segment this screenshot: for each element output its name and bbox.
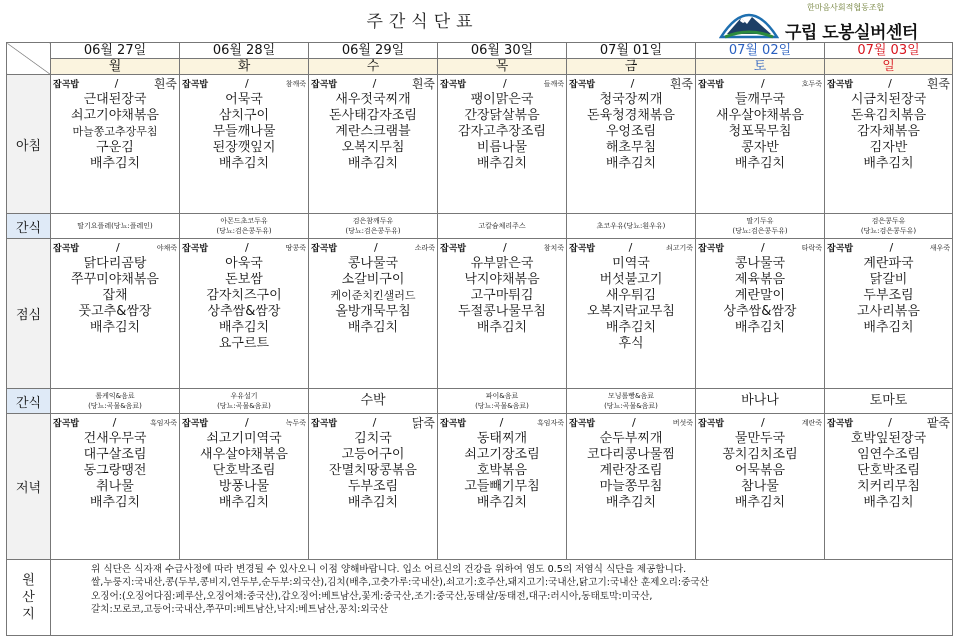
dish-item: 간장닭살볶음 xyxy=(464,108,540,123)
dish-item: 배추김치 xyxy=(89,320,141,335)
porridge-label: 참깨죽 xyxy=(285,79,306,88)
rice-porridge-line xyxy=(440,414,564,431)
dish-item: 감자치즈구이 xyxy=(206,288,282,303)
snack-cell xyxy=(825,389,953,414)
dish-item: 새우살야채볶음 xyxy=(716,108,804,123)
rice-porridge-line xyxy=(440,75,564,92)
meal-cell xyxy=(696,414,825,560)
meal-cell xyxy=(696,75,825,214)
dish-item: 배추김치 xyxy=(476,156,528,171)
meal-cell xyxy=(438,75,567,214)
porridge-label: 땅콩죽 xyxy=(285,243,306,252)
rice-porridge-line xyxy=(827,75,950,92)
rice-label: 잡곡밥 xyxy=(53,80,80,90)
dish-item: 닭다리곰탕 xyxy=(83,256,147,271)
rice-label: 잡곡밥 xyxy=(569,419,596,429)
porridge-label: 들깨죽 xyxy=(543,79,564,88)
snack-item: 초코우유(당뇨:흰우유) xyxy=(596,222,666,230)
dish-item: 건새우무국 xyxy=(83,431,147,446)
porridge-label: 타락죽 xyxy=(801,243,822,252)
meal-cell xyxy=(309,75,438,214)
separator: / xyxy=(889,241,894,254)
rice-label: 잡곡밥 xyxy=(440,419,467,429)
porridge-label: 흰죽 xyxy=(926,77,950,91)
snack-cell xyxy=(438,389,567,414)
dish-item: 배추김치 xyxy=(476,495,528,510)
snack-cell xyxy=(309,214,438,239)
dish-item: 계란말이 xyxy=(734,288,786,303)
weekday-cell: 금 xyxy=(567,59,696,75)
rice-label: 잡곡밥 xyxy=(311,244,338,254)
snack-item: (당뇨:곡물&음료) xyxy=(217,402,271,410)
dish-item: 김치국 xyxy=(354,431,392,446)
separator: / xyxy=(245,77,249,90)
dish-item: 배추김치 xyxy=(347,156,399,171)
snack-item: 토마토 xyxy=(869,393,908,408)
dish-item: 계란스크램블 xyxy=(335,124,411,139)
dish-item: 꽁치김치조림 xyxy=(722,447,798,462)
dish-item: 요구르트 xyxy=(218,336,270,351)
rice-porridge-line xyxy=(182,239,306,256)
rice-label: 잡곡밥 xyxy=(440,80,467,90)
mountain-logo-icon xyxy=(719,1,779,41)
weekday-row xyxy=(7,59,953,75)
meal-cell xyxy=(309,414,438,560)
dish-item: 배추김치 xyxy=(347,495,399,510)
row-label-snack: 간식 xyxy=(7,389,51,414)
separator: / xyxy=(888,416,892,429)
dish-item: 쇠고기미역국 xyxy=(206,431,282,446)
separator: / xyxy=(116,241,120,254)
rice-porridge-line xyxy=(182,75,306,92)
dish-item: 참나물 xyxy=(741,479,779,494)
separator: / xyxy=(114,77,119,90)
dish-item: 배추김치 xyxy=(347,320,399,335)
dish-item: 콩나물국 xyxy=(734,256,786,271)
org-name: 구립 도봉실버센터 xyxy=(785,23,918,43)
weekday-cell: 월 xyxy=(51,59,180,75)
rice-label: 잡곡밥 xyxy=(569,244,596,254)
dish-item: 쇠고기장조림 xyxy=(464,447,540,462)
dish-item: 호박잎된장국 xyxy=(850,431,927,446)
row-label-snack: 간식 xyxy=(7,214,51,239)
snack-item: (당뇨:곡물&음료) xyxy=(604,402,658,410)
dish-item: 새우튀김 xyxy=(605,288,657,303)
dish-item: 상추쌈&쌈장 xyxy=(207,304,281,319)
separator: / xyxy=(628,241,633,254)
porridge-label: 흰죽 xyxy=(153,77,177,91)
snack-cell xyxy=(696,389,825,414)
dish-item: 두절콩나물무침 xyxy=(458,304,546,319)
separator: / xyxy=(499,416,504,429)
rice-label: 잡곡밥 xyxy=(698,80,725,90)
separator: / xyxy=(503,77,507,90)
dish-item: 두부조림 xyxy=(347,479,399,494)
meal-cell xyxy=(567,75,696,214)
dish-item: 된장깻잎지 xyxy=(212,140,276,155)
porridge-label: 흑임자죽 xyxy=(149,418,177,427)
meal-cell xyxy=(567,414,696,560)
dish-item: 해초무침 xyxy=(605,140,657,155)
snack-item: 수박 xyxy=(360,393,386,408)
notes-label-char: 원산지 xyxy=(22,573,35,622)
dish-item: 닭갈비 xyxy=(869,272,908,287)
dish-item: 무들깨나물 xyxy=(212,124,276,139)
dish-item: 배추김치 xyxy=(476,320,528,335)
weekday-cell: 목 xyxy=(438,59,567,75)
snack-am-row xyxy=(7,214,953,239)
porridge-label: 팥죽 xyxy=(926,416,950,430)
porridge-label: 계란죽 xyxy=(801,418,822,427)
page-title: 주간식단표 xyxy=(366,12,479,32)
dish-item: 쇠고기야채볶음 xyxy=(71,108,159,123)
notes-line: 위 식단은 식자재 수급사정에 따라 변경될 수 있사오니 이점 양해바랍니다. 입소 어르신의 건강을 위하여 염도 0.5의 저염식 식단을 제공합니다. xyxy=(91,564,687,575)
dish-item: 김자반 xyxy=(869,140,908,155)
separator: / xyxy=(632,416,636,429)
snack-cell xyxy=(825,214,953,239)
notes-line: 갈치:모로코,고등어:국내산,쭈꾸미:베트남산,낙지:베트남산,꽁치:외국산 xyxy=(91,604,389,616)
rice-porridge-line xyxy=(827,239,950,256)
porridge-label: 녹두죽 xyxy=(285,418,306,427)
dish-item: 배추김치 xyxy=(863,156,914,171)
corner-cell xyxy=(7,43,51,75)
dish-item: 콩나물국 xyxy=(347,256,399,271)
dish-item: 감자고추장조림 xyxy=(458,124,546,139)
dish-item: 고구마튀김 xyxy=(470,288,534,303)
row-label-breakfast: 아침 xyxy=(7,75,51,214)
org-subtitle: 한마음사회적협동조합 xyxy=(807,3,885,12)
dish-item: 오복지무침 xyxy=(341,140,405,155)
dish-item: 배추김치 xyxy=(734,320,786,335)
meal-cell xyxy=(51,414,180,560)
separator: / xyxy=(372,77,377,90)
separator: / xyxy=(245,241,249,254)
dish-item: 대구살조림 xyxy=(83,447,147,462)
dish-item: 제육볶음 xyxy=(734,272,786,287)
porridge-label: 흰죽 xyxy=(669,77,693,91)
dish-item: 배추김치 xyxy=(89,495,141,510)
dish-item: 쭈꾸미야채볶음 xyxy=(71,272,159,287)
row-label-dinner: 저녁 xyxy=(7,414,51,560)
porridge-label: 버섯죽 xyxy=(672,418,693,427)
dish-item: 물만두국 xyxy=(734,431,786,446)
snack-cell xyxy=(51,389,180,414)
rice-label: 잡곡밥 xyxy=(182,419,209,429)
separator: / xyxy=(761,241,765,254)
row-label-notes xyxy=(7,560,51,636)
date-cell: 06월 27일 xyxy=(51,43,180,59)
weekday-cell: 수 xyxy=(309,59,438,75)
snack-cell xyxy=(309,389,438,414)
rice-label: 잡곡밥 xyxy=(569,80,596,90)
meal-cell xyxy=(180,75,309,214)
dish-item: 고들빼기무침 xyxy=(464,479,540,494)
porridge-label: 흑임자죽 xyxy=(536,418,564,427)
dish-item: 낙지야채볶음 xyxy=(464,272,540,287)
snack-item: (당뇨:검은콩두유) xyxy=(732,227,788,235)
dish-item: 마늘쫑고추장무침 xyxy=(72,125,158,138)
snack-item: 딸기두유 xyxy=(746,217,774,225)
snack-cell xyxy=(438,214,567,239)
snack-item: 딸기요플레(당뇨:플레인) xyxy=(77,222,153,230)
rice-label: 잡곡밥 xyxy=(827,419,854,429)
meal-cell xyxy=(309,239,438,389)
org-logo xyxy=(719,0,960,42)
snack-item: (당뇨:검은콩두유) xyxy=(860,227,917,235)
porridge-label: 흰죽 xyxy=(411,77,435,91)
dish-item: 배추김치 xyxy=(734,495,786,510)
rice-porridge-line xyxy=(698,239,822,256)
dish-item: 단호박조림 xyxy=(212,463,276,478)
meal-cell xyxy=(825,414,953,560)
dish-item: 배추김치 xyxy=(605,495,657,510)
separator: / xyxy=(503,241,507,254)
porridge-label: 쇠고기죽 xyxy=(665,243,693,252)
meal-cell xyxy=(180,239,309,389)
dish-item: 오복지락교무침 xyxy=(587,304,675,319)
rice-label: 잡곡밥 xyxy=(53,419,80,429)
date-row xyxy=(7,43,953,59)
dish-item: 새우살야채볶음 xyxy=(200,447,288,462)
dish-item: 돈육김치볶음 xyxy=(850,108,927,123)
rice-label: 잡곡밥 xyxy=(182,244,209,254)
weekly-menu-table xyxy=(6,42,953,636)
dish-item: 우엉조림 xyxy=(605,124,657,139)
dish-item: 잔멸치땅콩볶음 xyxy=(329,463,417,478)
rice-porridge-line xyxy=(311,414,435,431)
snack-item: 파이&음료 xyxy=(485,392,519,400)
dish-item: 호박볶음 xyxy=(476,463,528,478)
dish-item: 잡채 xyxy=(102,288,128,303)
rice-label: 잡곡밥 xyxy=(698,244,725,254)
dish-item: 고사리볶음 xyxy=(857,304,920,319)
separator: / xyxy=(112,416,117,429)
dish-item: 배추김치 xyxy=(89,156,141,171)
dish-item: 상추쌈&쌈장 xyxy=(723,304,797,319)
dish-item: 돈사태감자조림 xyxy=(329,108,417,123)
snack-item: 아몬드초코두유 xyxy=(220,217,268,225)
dish-item: 배추김치 xyxy=(218,495,270,510)
breakfast-row xyxy=(7,75,953,214)
notes-cell xyxy=(51,560,953,636)
rice-label: 잡곡밥 xyxy=(311,80,338,90)
rice-porridge-line xyxy=(698,414,822,431)
snack-cell xyxy=(567,214,696,239)
dish-item: 배추김치 xyxy=(218,156,270,171)
dish-item: 동그랑땡전 xyxy=(83,463,147,478)
dish-item: 계란파국 xyxy=(863,256,914,271)
dish-item: 구운김 xyxy=(96,140,134,155)
rice-porridge-line xyxy=(182,414,306,431)
porridge-label: 야채죽 xyxy=(156,243,177,252)
separator: / xyxy=(245,416,249,429)
notes-line: 쌀,누룽지:국내산,콩(두부,콩비지,연두부,순두부:외국산),김치(배추,고춧가루:국내산),쇠고기:호주산,돼지고기:국내산,닭고기:국내산 훈제오리:중국산 xyxy=(91,577,709,589)
snack-pm-row xyxy=(7,389,953,414)
date-cell: 06월 29일 xyxy=(309,43,438,59)
snack-item: 고칼슘체리주스 xyxy=(478,222,526,230)
porridge-label: 호두죽 xyxy=(801,79,822,88)
weekday-cell: 일 xyxy=(825,59,953,75)
dish-item: 취나물 xyxy=(96,479,134,494)
dish-item: 팽이맑은국 xyxy=(470,92,534,107)
dish-item: 감자채볶음 xyxy=(857,124,920,139)
separator: / xyxy=(630,77,635,90)
separator: / xyxy=(761,77,765,90)
rice-porridge-line xyxy=(311,75,435,92)
rice-porridge-line xyxy=(53,239,177,256)
meal-cell xyxy=(180,414,309,560)
meal-cell xyxy=(696,239,825,389)
snack-cell xyxy=(696,214,825,239)
meal-cell xyxy=(438,414,567,560)
rice-label: 잡곡밥 xyxy=(827,244,854,254)
meal-cell xyxy=(51,239,180,389)
dish-item: 계란장조림 xyxy=(599,463,663,478)
dish-item: 배추김치 xyxy=(218,320,270,335)
dish-item: 마늘쫑무침 xyxy=(599,479,663,494)
dish-item: 케이준치킨샐러드 xyxy=(330,289,416,302)
date-cell: 07월 01일 xyxy=(567,43,696,59)
dish-item: 배추김치 xyxy=(863,320,914,335)
rice-label: 잡곡밥 xyxy=(53,244,80,254)
rice-porridge-line xyxy=(569,239,693,256)
snack-item: 우유설기 xyxy=(230,392,258,400)
dish-item: 청국장찌개 xyxy=(599,92,663,107)
dish-item: 배추김치 xyxy=(863,495,914,510)
dish-item: 후식 xyxy=(618,336,644,351)
rice-label: 잡곡밥 xyxy=(311,419,338,429)
dish-item: 근대된장국 xyxy=(83,92,147,107)
dish-item: 고등어구이 xyxy=(341,447,405,462)
rice-label: 잡곡밥 xyxy=(440,244,467,254)
rice-porridge-line xyxy=(311,239,435,256)
rice-label: 잡곡밥 xyxy=(827,80,854,90)
dish-item: 콩자반 xyxy=(741,140,779,155)
snack-item: (당뇨:검은콩두유) xyxy=(216,227,272,235)
separator: / xyxy=(761,416,765,429)
dish-item: 삼치구이 xyxy=(218,108,270,123)
snack-item: 롤케익&음료 xyxy=(95,392,135,400)
rice-porridge-line xyxy=(53,414,177,431)
snack-item: 검은콩두유 xyxy=(871,217,906,225)
rice-porridge-line xyxy=(569,414,693,431)
dish-item: 어묵볶음 xyxy=(734,463,786,478)
dish-item: 새우젓국찌개 xyxy=(335,92,411,107)
meal-cell xyxy=(438,239,567,389)
rice-label: 잡곡밥 xyxy=(182,80,209,90)
separator: / xyxy=(888,77,892,90)
snack-item: (당뇨:곡물&음료) xyxy=(475,402,529,410)
dish-item: 소갈비구이 xyxy=(341,272,405,287)
dish-item: 청포묵무침 xyxy=(728,124,792,139)
rice-porridge-line xyxy=(698,75,822,92)
meal-cell xyxy=(825,239,953,389)
dish-item: 코다리콩나물찜 xyxy=(587,447,675,462)
separator: / xyxy=(374,241,378,254)
porridge-label: 새우죽 xyxy=(929,243,950,252)
porridge-label: 닭죽 xyxy=(411,416,435,430)
snack-cell xyxy=(51,214,180,239)
meal-cell xyxy=(825,75,953,214)
rice-porridge-line xyxy=(569,75,693,92)
dish-item: 방풍나물 xyxy=(218,479,270,494)
porridge-label: 참치죽 xyxy=(543,243,564,252)
dish-item: 치커리무침 xyxy=(857,479,920,494)
dish-item: 올방개묵무침 xyxy=(335,304,411,319)
dish-item: 비름나물 xyxy=(476,140,528,155)
dinner-row xyxy=(7,414,953,560)
snack-item: 바나나 xyxy=(741,393,779,408)
dish-item: 임연수조림 xyxy=(857,447,920,462)
date-cell: 06월 28일 xyxy=(180,43,309,59)
dish-item: 두부조림 xyxy=(863,288,914,303)
snack-cell xyxy=(180,389,309,414)
dish-item: 풋고추&쌈장 xyxy=(78,304,152,319)
rice-porridge-line xyxy=(440,239,564,256)
row-label-lunch: 점심 xyxy=(7,239,51,389)
date-cell: 07월 03일 xyxy=(825,43,953,59)
weekday-cell: 토 xyxy=(696,59,825,75)
dish-item: 돈보쌈 xyxy=(225,272,263,287)
dish-item: 돈육청경채볶음 xyxy=(587,108,675,123)
lunch-row xyxy=(7,239,953,389)
weekday-cell: 화 xyxy=(180,59,309,75)
meal-cell xyxy=(51,75,180,214)
dish-item: 아욱국 xyxy=(225,256,263,271)
dish-item: 배추김치 xyxy=(605,320,657,335)
date-cell: 06월 30일 xyxy=(438,43,567,59)
snack-item: 검은참깨두유 xyxy=(352,217,394,225)
snack-cell xyxy=(567,389,696,414)
snack-item: (당뇨:곡물&음료) xyxy=(88,402,142,410)
dish-item: 배추김치 xyxy=(605,156,657,171)
date-cell: 07월 02일 xyxy=(696,43,825,59)
dish-item: 버섯불고기 xyxy=(599,272,663,287)
dish-item: 단호박조림 xyxy=(857,463,920,478)
dish-item: 시금치된장국 xyxy=(850,92,927,107)
snack-item: (당뇨:검은콩두유) xyxy=(345,227,401,235)
notes-row xyxy=(7,560,953,636)
snack-cell xyxy=(180,214,309,239)
rice-porridge-line xyxy=(827,414,950,431)
separator: / xyxy=(372,416,377,429)
dish-item: 동태찌개 xyxy=(476,431,528,446)
porridge-label: 소라죽 xyxy=(414,243,435,252)
snack-item: 모닝롤빵&음료 xyxy=(607,392,655,400)
dish-item: 미역국 xyxy=(612,256,650,271)
dish-item: 순두부찌개 xyxy=(599,431,663,446)
dish-item: 유부맑은국 xyxy=(470,256,534,271)
dish-item: 어묵국 xyxy=(225,92,263,107)
notes-line: 오징어:(오징어다짐:페루산,오징어채:중국산),갑오징어:베트남산,꽃게:중국산,조기:중국산,동태살/동태전,대구:러시아,동태토막:미국산, xyxy=(91,590,653,602)
meal-cell xyxy=(567,239,696,389)
rice-label: 잡곡밥 xyxy=(698,419,725,429)
dish-item: 배추김치 xyxy=(734,156,786,171)
rice-porridge-line xyxy=(53,75,177,92)
dish-item: 들깨무국 xyxy=(734,92,786,107)
